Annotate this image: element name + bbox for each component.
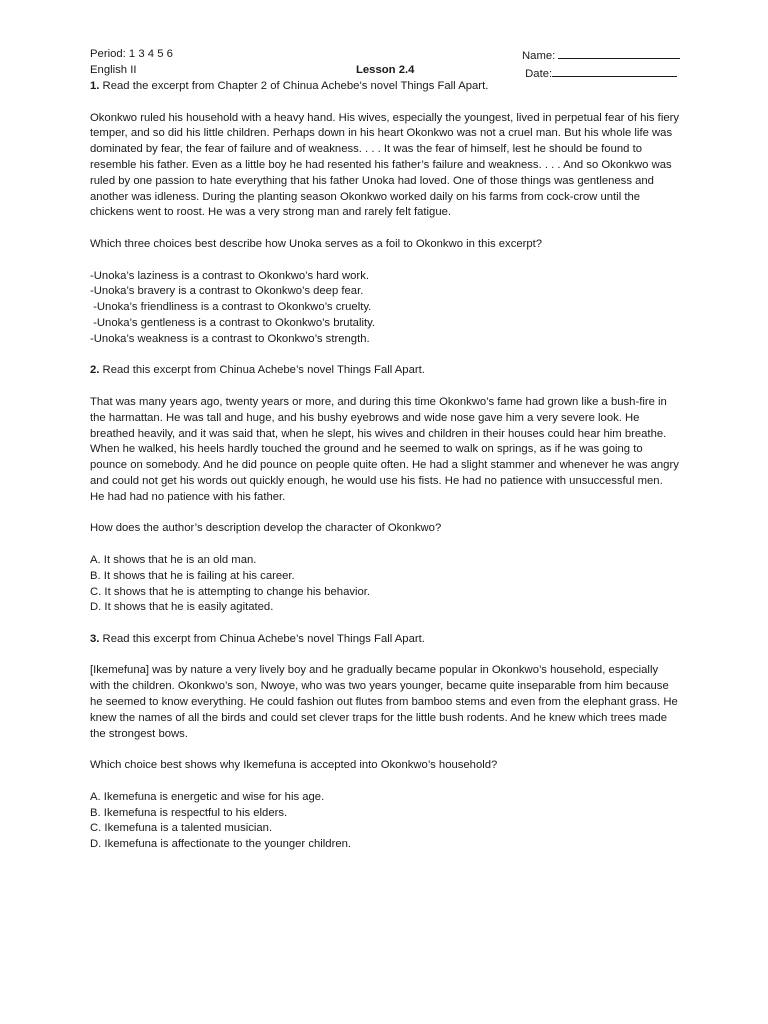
course-label: English II (90, 63, 137, 76)
question-3-number: 3. (90, 632, 100, 645)
name-blank-line[interactable] (558, 47, 680, 59)
question-3-choice-d[interactable]: D. Ikemefuna is affectionate to the younger children. (90, 838, 352, 851)
question-3-question: Which choice best shows why Ikemefuna is accepted into Okonkwo’s household? (90, 759, 498, 772)
question-3-prompt-text: Read this excerpt from Chinua Achebe’s novel Things Fall Apart. (99, 632, 425, 645)
question-1-prompt-text: Read the excerpt from Chapter 2 of Chinua Achebe’s novel Things Fall Apart. (99, 80, 489, 92)
question-2-prompt-text: Read this excerpt from Chinua Achebe’s novel Things Fall Apart. (99, 364, 425, 377)
question-2-choice-c[interactable]: C. It shows that he is attempting to change his behavior. (90, 585, 371, 598)
worksheet-header (90, 47, 680, 79)
name-label: Name: (522, 50, 556, 62)
question-2 (90, 363, 680, 616)
question-3-choice-c[interactable]: C. Ikemefuna is a talented musician. (90, 822, 273, 835)
question-1-choice-5[interactable]: -Unoka’s weakness is a contrast to Okonkwo’s strength. (90, 332, 370, 345)
question-3-choice-a[interactable]: A. Ikemefuna is energetic and wise for his age. (90, 790, 325, 803)
question-1-choice-3[interactable]: -Unoka’s friendliness is a contrast to Okonkwo’s cruelty. (90, 301, 372, 314)
question-3-choices (90, 790, 680, 853)
name-field[interactable] (522, 47, 680, 65)
question-2-question: How does the author’s description develop the character of Okonkwo? (90, 522, 442, 535)
question-1 (90, 79, 680, 348)
question-2-prompt (90, 363, 680, 379)
period-label: Period: 1 3 4 5 6 (90, 48, 173, 60)
question-1-choices (90, 269, 680, 348)
question-3 (90, 632, 680, 853)
lesson-title: Lesson 2.4 (356, 64, 415, 76)
question-2-choice-b[interactable]: B. It shows that he is failing at his career. (90, 569, 295, 582)
worksheet-page (90, 47, 680, 869)
question-3-choice-b[interactable]: B. Ikemefuna is respectful to his elders. (90, 806, 288, 819)
question-3-excerpt: [Ikemefuna] was by nature a very lively boy and he gradually became popular in Okonkwo’s household, especially with the children. Okonkwo’s son, Nwoye, who was two years younger, became quite inseparable from him because he seemed to know everything. He could fashion out flutes from bamboo stems and even from the elephant grass. He knew the names of all the birds and could set clever traps for the little bush rodents. And he knew which trees made the strongest bows. (90, 664, 678, 740)
question-2-number: 2. (90, 364, 100, 377)
question-2-choice-a[interactable]: A. It shows that he is an old man. (90, 553, 257, 566)
question-2-choice-d[interactable]: D. It shows that he is easily agitated. (90, 601, 274, 614)
question-1-question: Which three choices best describe how Unoka serves as a foil to Okonkwo in this excerpt? (90, 237, 543, 250)
date-field[interactable] (522, 65, 680, 83)
date-blank-line[interactable] (552, 65, 677, 77)
header-left (90, 47, 173, 79)
question-3-prompt (90, 632, 680, 648)
header-right (522, 47, 680, 83)
question-2-excerpt: That was many years ago, twenty years or more, and during this time Okonkwo’s fame had grown like a bush-fire in the harmattan. He was tall and huge, and his bushy eyebrows and wide nose gave him a very severe look. He breathed heavily, and it was said that, when he slept, his wives and children in their houses could hear him breathe. When he walked, his heels hardly touched the ground and he seemed to walk on springs, as if he was going to pounce on somebody. And he did pounce on people quite often. He had a slight stammer and whenever he was angry and could not get his words out quickly enough, he would use his fists. He had no patience with unsuccessful men. He had had no patience with his father. (90, 395, 679, 503)
question-1-choice-4[interactable]: -Unoka’s gentleness is a contrast to Okonkwo’s brutality. (90, 316, 376, 329)
date-label: Date: (525, 67, 553, 80)
question-1-choice-1[interactable]: -Unoka’s laziness is a contrast to Okonkwo’s hard work. (90, 269, 369, 282)
question-1-excerpt: Okonkwo ruled his household with a heavy hand. His wives, especially the youngest, lived in perpetual fear of his fiery temper, and so did his little children. Perhaps down in his heart Okonkwo was not a cruel man. But his whole life was dominated by fear, the fear of failure and of weakness. . . . It was the fear of himself, lest he should be found to resemble his father. Even as a little boy he had resented his father’s failure and weakness. . . . And so Okonkwo was ruled by one passion to hate everything that his father Unoka had loved. One of those things was gentleness and another was idleness. During the planting season Okonkwo worked daily on his farms from cock-crow until the chickens went to roost. He was a very strong man and rarely felt fatigue. (90, 111, 680, 219)
question-2-choices (90, 553, 680, 616)
question-1-number: 1. (90, 80, 100, 92)
question-1-choice-2[interactable]: -Unoka’s bravery is a contrast to Okonkwo’s deep fear. (90, 285, 364, 298)
